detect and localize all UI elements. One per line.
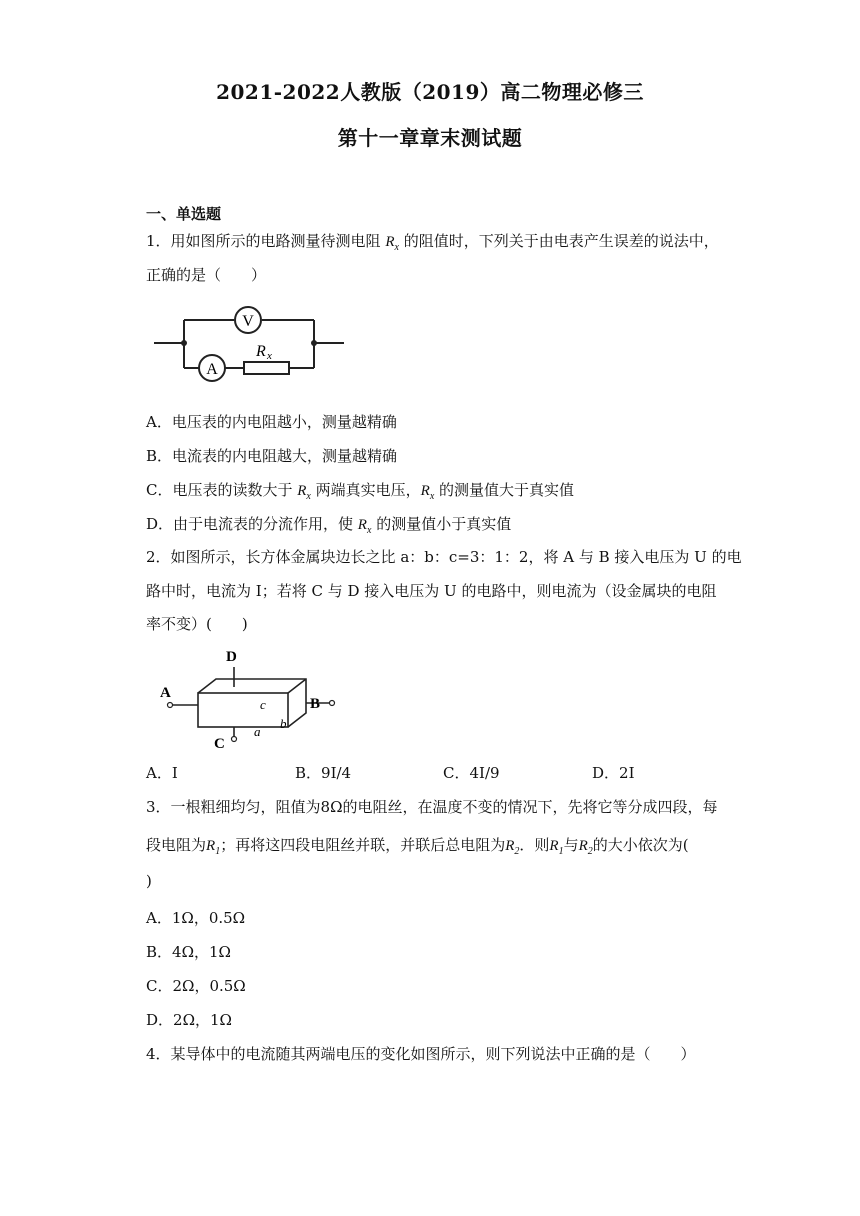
q4-stem-line1: 4．某导体中的电流随其两端电压的变化如图所示，则下列说法中正确的是（ ）: [146, 1045, 696, 1063]
q2-option-c: C．4I/9: [443, 764, 500, 782]
terminal-c: C: [214, 736, 225, 750]
q1-option-a: A．电压表的内电阻越小，测量越精确: [146, 413, 397, 431]
q3-option-d: D．2Ω，1Ω: [146, 1011, 232, 1029]
q2-option-a: A．I: [146, 764, 178, 782]
q3-option-b: B．4Ω，1Ω: [146, 943, 231, 961]
terminal-a: A: [160, 685, 171, 701]
q3-stem-line1: 3．一根粗细均匀，阻值为8Ω的电阻丝，在温度不变的情况下，先将它等分成四段，每: [146, 798, 718, 816]
q2-stem-line2: 路中时，电流为 I；若将 C 与 D 接入电压为 U 的电路中，则电流为（设金属块的电阻: [146, 582, 717, 600]
q2-stem-line3: 率不变）( ): [146, 615, 248, 633]
q3-option-c: C．2Ω，0.5Ω: [146, 977, 246, 995]
resistor-label: R: [256, 343, 266, 360]
resistor-symbol: [244, 362, 289, 374]
q1-option-c: C．电压表的读数大于 $R_x$ 两端真实电压，$R_x$ 的测量值大于真实值: [146, 481, 575, 502]
q2-option-b: B．9I/4: [295, 764, 352, 782]
resistor-sub: x: [267, 350, 272, 362]
q3-option-a: A．1Ω，0.5Ω: [146, 909, 246, 927]
q2-cuboid-diagram: [156, 645, 336, 750]
ammeter-label: A: [206, 361, 218, 378]
q1-option-d: D．由于电流表的分流作用，使 $R_x$ 的测量值小于真实值: [146, 515, 512, 536]
document-title-line1: 2021-2022人教版（2019）高二物理必修三: [216, 80, 644, 104]
q1-circuit-diagram: [146, 300, 356, 390]
edge-label-b: b: [280, 716, 287, 731]
terminal-d: D: [226, 649, 237, 665]
document-title-line2: 第十一章章末测试题: [337, 126, 523, 150]
rx-symbol: $R_x$: [385, 234, 399, 253]
edge-label-c: c: [260, 697, 266, 712]
q3-stem-line2: 段电阻为$R_1$；再将这四段电阻丝并联，并联后总电阻为$R_2$．则$R_1$与$R_2$的大小依次为(: [146, 836, 689, 857]
q1-option-b: B．电流表的内电阻越大，测量越精确: [146, 447, 398, 465]
terminal-b: B: [310, 696, 321, 712]
q2-option-d: D．2I: [592, 764, 635, 782]
q1-stem-line2: 正确的是（ ）: [146, 266, 267, 284]
voltmeter-label: V: [242, 313, 254, 330]
q2-stem-line1: 2．如图所示，长方体金属块边长之比 a：b：c=3：1：2，将 A 与 B 接入电压为 U 的电: [146, 548, 742, 566]
q3-stem-line3: ): [146, 872, 152, 890]
edge-label-a: a: [254, 724, 261, 739]
q1-stem-line1: 1．用如图所示的电路测量待测电阻 $R_x$ 的阻值时，下列关于由电表产生误差的说法中，: [146, 232, 719, 253]
section-heading: 一、单选题: [146, 205, 222, 223]
